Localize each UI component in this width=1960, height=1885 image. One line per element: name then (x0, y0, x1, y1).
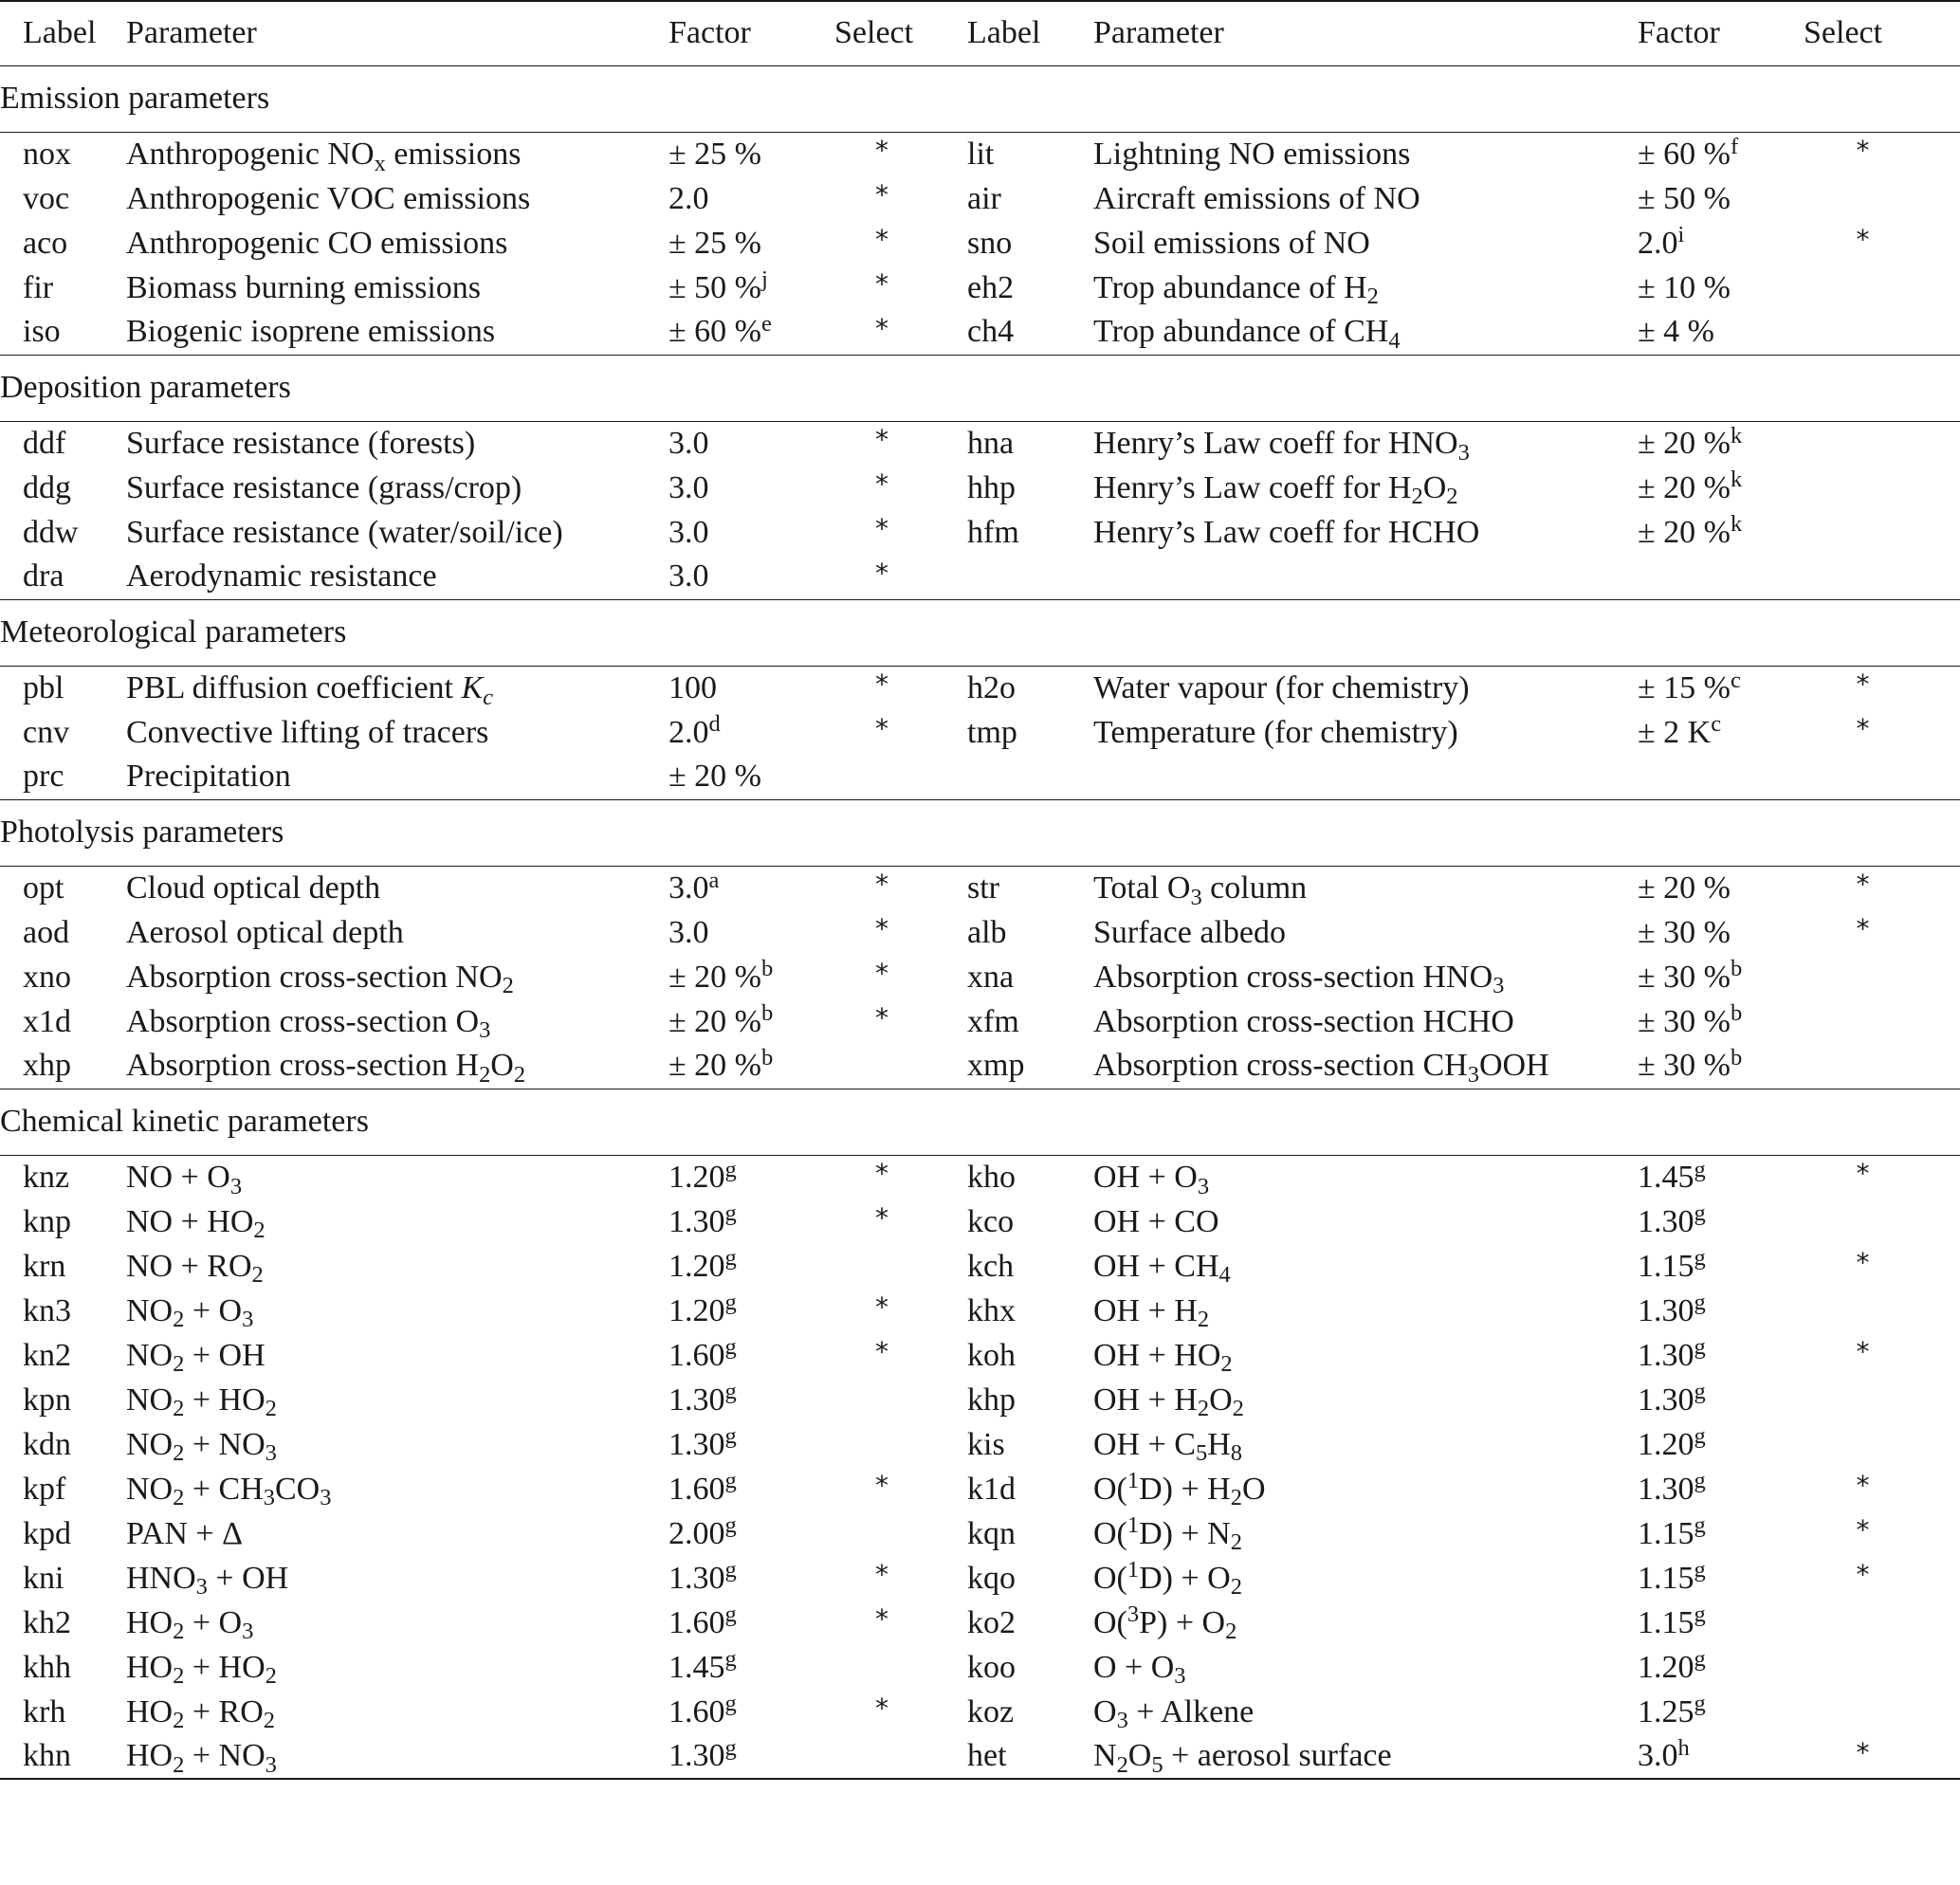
table-row (0, 1467, 1960, 1511)
section-header-row (0, 599, 1960, 666)
param-factor: ± 30 %$^b$ (1638, 1045, 1743, 1084)
header-label: Label (967, 1, 1093, 65)
param-name: Convective lifting of tracers (126, 714, 489, 750)
param-label: aco (23, 225, 68, 261)
param-select (1804, 1645, 1960, 1690)
param-name: Absorption cross-section $O_3$ (126, 1003, 491, 1044)
param-name: $HO_2 + HO_2$ (126, 1649, 277, 1690)
param-name: NO + $O_3$ (126, 1155, 669, 1199)
table-body (0, 65, 1960, 1779)
param-factor (1638, 555, 1804, 599)
param-select: * (875, 224, 888, 255)
param-label: k1d (967, 1471, 1016, 1507)
param-label: xfm (967, 1003, 1019, 1039)
param-factor: 3.0 (669, 421, 834, 466)
param-factor: 1.30$^g$ (669, 1557, 737, 1596)
param-select: * (875, 513, 888, 544)
param-select: * (834, 1155, 967, 1199)
param-factor: 1.30$^g$ (1638, 1200, 1706, 1239)
param-label: kpd (23, 1515, 71, 1551)
param-select: * (1856, 713, 1870, 744)
param-select: * (834, 421, 967, 466)
param-name: $O(^1D) + N_2$ (1093, 1512, 1242, 1556)
param-select (1804, 1601, 1960, 1645)
param-label: knp (23, 1203, 71, 1239)
param-label: koh (967, 1337, 1016, 1373)
section-title: Meteorological parameters (0, 599, 1960, 666)
param-factor: 2.0 (669, 180, 709, 216)
param-name: OH + $O_3$ (1093, 1155, 1638, 1199)
param-factor: ± 20 %$^k$ (1638, 467, 1743, 505)
param-label: voc (23, 180, 70, 216)
param-factor: 1.60$^g$ (669, 1468, 737, 1507)
param-label: khh (23, 1649, 71, 1685)
param-label: krn (23, 1248, 66, 1284)
param-factor: 100 (669, 666, 834, 710)
param-select: * (875, 557, 888, 589)
table-row (0, 421, 1960, 466)
param-select: * (1856, 1247, 1870, 1278)
param-label: khp (967, 1382, 1016, 1418)
table-row (0, 1511, 1960, 1556)
param-name: $O(^1D) + H_2O$ (1093, 1468, 1266, 1511)
table-row (0, 1734, 1960, 1779)
param-select: * (834, 666, 967, 710)
param-factor: 1.30$^g$ (669, 1379, 737, 1418)
table-row (0, 310, 1960, 355)
param-name: NO + $HO_2$ (126, 1203, 266, 1244)
table-row (0, 1601, 1960, 1645)
param-name: OH + $CH_4$ (1093, 1248, 1231, 1289)
param-factor: ± 20 %$^k$ (1638, 511, 1743, 550)
section-title: Chemical kinetic parameters (0, 1089, 1960, 1155)
table-row (0, 910, 1960, 955)
param-factor: ± 30 %$^b$ (1638, 956, 1743, 995)
param-factor: ± 20 % (669, 759, 761, 795)
param-factor: 3.0 (669, 469, 709, 505)
param-name: OH + $C_5H_8$ (1093, 1426, 1242, 1467)
header-factor: Factor (1638, 1, 1804, 65)
param-name: Aircraft emissions of NO (1093, 180, 1420, 216)
header-factor: Factor (669, 1, 834, 65)
header-row (0, 1, 1960, 65)
param-factor: ± 20 %$^b$ (669, 956, 774, 995)
param-name: $O(^3P) + O_2$ (1093, 1601, 1237, 1645)
param-select (1804, 1378, 1960, 1422)
param-label: hna (967, 421, 1093, 466)
param-label: khx (967, 1292, 1016, 1328)
param-select: * (1804, 866, 1960, 910)
param-name: $HNO_3$ + OH (126, 1560, 289, 1601)
param-label (967, 555, 1093, 599)
param-select: * (1856, 1336, 1870, 1367)
param-label: kis (967, 1426, 1005, 1462)
table-row (0, 1333, 1960, 1378)
param-label: koo (967, 1649, 1016, 1685)
table-row (0, 1690, 1960, 1734)
param-label: x1d (23, 1003, 71, 1039)
param-label: het (967, 1734, 1093, 1779)
param-factor: ± 20 %$^b$ (669, 1045, 774, 1084)
param-name: Absorption cross-section $NO_2$ (126, 959, 514, 999)
param-factor: 1.30$^g$ (1638, 1379, 1706, 1418)
param-select: * (1804, 132, 1960, 176)
param-factor: 1.20$^g$ (669, 1155, 834, 1199)
param-select: * (1804, 1155, 1960, 1199)
param-label: lit (967, 132, 1093, 176)
table-row (0, 955, 1960, 999)
param-factor: 1.20$^g$ (1638, 1423, 1706, 1462)
table-row (0, 1378, 1960, 1422)
param-name: Surface resistance (water/soil/ice) (126, 514, 563, 550)
param-select: * (1856, 1470, 1870, 1501)
param-name: $NO_2 + HO_2$ (126, 1382, 277, 1422)
param-factor: ± 10 % (1638, 269, 1731, 305)
param-factor: ± 25 % (669, 132, 834, 176)
param-name: Absorption cross-section $CH_3OOH$ (1093, 1048, 1549, 1089)
param-label: pbl (0, 666, 126, 710)
section-title: Photolysis parameters (0, 799, 1960, 866)
param-label: xno (23, 959, 71, 995)
param-select (1804, 466, 1960, 510)
param-select: * (875, 268, 888, 300)
param-select: * (875, 1559, 888, 1590)
param-name: $HO_2 + O_3$ (126, 1604, 254, 1645)
table-row (0, 1556, 1960, 1601)
param-name: Surface resistance (grass/crop) (126, 469, 522, 505)
param-name: $HO_2 + RO_2$ (126, 1693, 275, 1734)
param-name: NO + $RO_2$ (126, 1248, 264, 1289)
param-label: fir (23, 269, 54, 305)
param-factor: ± 60 %$^f$ (1638, 132, 1804, 176)
param-name: Soil emissions of NO (1093, 225, 1370, 261)
param-name: Aerosol optical depth (126, 914, 404, 950)
param-name: Anthropogenic VOC emissions (126, 180, 531, 216)
table-row (0, 1199, 1960, 1244)
param-select: * (875, 312, 888, 344)
param-label: tmp (967, 714, 1017, 750)
param-select: * (875, 1693, 888, 1724)
param-select (834, 1378, 967, 1422)
param-name: $O + O_3$ (1093, 1649, 1186, 1690)
param-factor: 1.30$^g$ (669, 1734, 834, 1779)
param-factor: 1.30$^g$ (669, 1423, 737, 1462)
param-factor: 1.25$^g$ (1638, 1691, 1706, 1729)
param-name: $O(^1D) + O_2$ (1093, 1557, 1242, 1601)
param-name: OH + $H_2$ (1093, 1292, 1210, 1333)
param-select (1804, 176, 1960, 221)
param-factor: 3.0 (669, 558, 709, 595)
param-factor: 3.0$^h$ (1638, 1734, 1804, 1779)
param-label: knz (0, 1155, 126, 1199)
param-factor: 1.15$^g$ (1638, 1245, 1706, 1284)
param-label: eh2 (967, 269, 1015, 305)
param-select (1804, 755, 1960, 799)
param-select: * (875, 468, 888, 500)
param-select (1804, 510, 1960, 555)
param-label: kdn (23, 1426, 71, 1462)
param-select (834, 1422, 967, 1467)
param-select: * (1804, 1734, 1960, 1779)
table-row (0, 1244, 1960, 1289)
param-name: Henry’s Law coeff for $HNO_3$ (1093, 421, 1638, 466)
param-select (1804, 1289, 1960, 1333)
param-factor: 3.0 (669, 514, 709, 550)
param-factor: 2.00$^g$ (669, 1512, 737, 1551)
param-label: kn2 (23, 1337, 71, 1373)
param-name: Temperature (for chemistry) (1093, 714, 1458, 750)
param-factor: ± 15 %$^c$ (1638, 666, 1804, 710)
param-factor: ± 30 % (1638, 914, 1731, 950)
param-label: sno (967, 225, 1013, 261)
param-name: Absorption cross-section $HNO_3$ (1093, 959, 1505, 999)
param-factor: 1.30$^g$ (1638, 1468, 1706, 1507)
section-title: Deposition parameters (0, 355, 1960, 421)
param-factor: 1.20$^g$ (1638, 1646, 1706, 1685)
param-select (1804, 1422, 1960, 1467)
param-select: * (875, 1291, 888, 1323)
param-select: * (875, 1202, 888, 1234)
param-name: OH + $H_2O_2$ (1093, 1382, 1244, 1422)
param-label: ch4 (967, 314, 1015, 350)
param-label: ddg (23, 469, 71, 505)
param-label: opt (0, 866, 126, 910)
param-name: Anthropogenic $NO_x$ emissions (126, 132, 669, 176)
param-name: Absorption cross-section HCHO (1093, 1003, 1514, 1039)
param-select (834, 1044, 967, 1089)
param-label: khn (0, 1734, 126, 1779)
param-name: Henry’s Law coeff for $H_2O_2$ (1093, 469, 1458, 510)
param-factor: ± 30 %$^b$ (1638, 1000, 1743, 1039)
param-select: * (875, 913, 888, 944)
param-label (967, 755, 1093, 799)
section-header-row (0, 799, 1960, 866)
param-name: Biogenic isoprene emissions (126, 314, 496, 350)
param-select (834, 1511, 967, 1556)
param-factor: ± 50 % (1638, 180, 1731, 216)
param-label: nox (0, 132, 126, 176)
param-factor: ± 2 $K^c$ (1638, 711, 1722, 750)
param-factor: 3.0 (669, 914, 709, 950)
param-label: aod (23, 914, 70, 950)
param-label: krh (23, 1693, 66, 1729)
param-name: Precipitation (126, 759, 291, 795)
param-factor: 1.20$^g$ (669, 1290, 737, 1328)
param-factor: 1.30$^g$ (1638, 1290, 1706, 1328)
param-factor: ± 20 %$^b$ (669, 1000, 774, 1039)
param-name: Absorption cross-section $H_2O_2$ (126, 1048, 526, 1089)
param-name: PBL diffusion coefficient $K_c$ (126, 666, 669, 710)
param-select: * (1856, 1514, 1870, 1546)
param-name: Cloud optical depth (126, 866, 669, 910)
param-select: * (1804, 666, 1960, 710)
param-label: ko2 (967, 1604, 1016, 1640)
param-label: hfm (967, 514, 1019, 550)
param-select: * (834, 866, 967, 910)
param-label: iso (23, 314, 61, 350)
param-label: kpf (23, 1471, 66, 1507)
param-name: Aerodynamic resistance (126, 558, 437, 595)
section-header-row (0, 1089, 1960, 1155)
param-label: xmp (967, 1048, 1025, 1084)
table-row (0, 1645, 1960, 1690)
param-label: h2o (967, 666, 1093, 710)
param-name: $N_2O_5$ + aerosol surface (1093, 1734, 1638, 1779)
param-label: kpn (23, 1382, 71, 1418)
param-name: $NO_2 + O_3$ (126, 1292, 254, 1333)
param-label: ddf (0, 421, 126, 466)
param-name: Trop abundance of $H_2$ (1093, 269, 1379, 310)
param-label: kch (967, 1248, 1015, 1284)
section-header-row (0, 65, 1960, 132)
param-select: * (875, 1603, 888, 1635)
param-select (1804, 421, 1960, 466)
param-factor: 1.30$^g$ (1638, 1334, 1706, 1373)
param-name: $NO_2$ + OH (126, 1337, 266, 1378)
table-row (0, 510, 1960, 555)
param-factor: ± 20 %$^k$ (1638, 421, 1804, 466)
param-label: ddw (23, 514, 79, 550)
param-label: hhp (967, 469, 1016, 505)
table-row (0, 1422, 1960, 1467)
section-header-row (0, 355, 1960, 421)
param-factor: 1.60$^g$ (669, 1601, 737, 1640)
param-select (1804, 999, 1960, 1044)
param-label: alb (967, 914, 1007, 950)
param-factor: ± 4 % (1638, 314, 1714, 350)
param-factor: 1.15$^g$ (1638, 1557, 1706, 1596)
param-select (1804, 265, 1960, 310)
header-select: Select (1804, 1, 1960, 65)
param-label: koz (967, 1693, 1015, 1729)
param-label: kco (967, 1203, 1015, 1239)
param-select (1804, 1690, 1960, 1734)
param-name: $HO_2 + NO_3$ (126, 1734, 669, 1779)
param-select (1804, 1044, 1960, 1089)
param-factor: ± 60 %$^e$ (669, 311, 772, 350)
table-row (0, 221, 1960, 265)
table-row (0, 176, 1960, 221)
param-factor: ± 20 % (1638, 866, 1804, 910)
param-name: Anthropogenic CO emissions (126, 225, 508, 261)
param-factor: ± 25 % (669, 225, 761, 261)
param-factor: 1.45$^g$ (669, 1646, 737, 1685)
param-name: Total $O_3$ column (1093, 866, 1638, 910)
param-label: kn3 (23, 1292, 71, 1328)
table-row (0, 555, 1960, 599)
table-row (0, 132, 1960, 176)
param-factor: 1.60$^g$ (669, 1334, 737, 1373)
param-name: Lightning NO emissions (1093, 132, 1638, 176)
param-select (1804, 310, 1960, 355)
param-name: Henry’s Law coeff for HCHO (1093, 514, 1480, 550)
table-row (0, 999, 1960, 1044)
param-select (1804, 1199, 1960, 1244)
header-select: Select (834, 1, 967, 65)
header-parameter: Parameter (126, 1, 669, 65)
param-select: * (834, 132, 967, 176)
param-name (1093, 755, 1638, 799)
param-name (1093, 555, 1638, 599)
param-name: Surface albedo (1093, 914, 1286, 950)
table-row (0, 866, 1960, 910)
param-factor: 1.15$^g$ (1638, 1512, 1706, 1551)
param-label: air (967, 180, 1001, 216)
param-select: * (875, 958, 888, 989)
table-row (0, 755, 1960, 799)
param-select: * (875, 1336, 888, 1367)
param-factor: 2.0$^d$ (669, 711, 721, 750)
param-factor: 3.0$^a$ (669, 866, 834, 910)
param-select: * (1856, 1559, 1870, 1590)
header-label: Label (0, 1, 126, 65)
param-name: OH + $HO_2$ (1093, 1337, 1233, 1378)
param-name: OH + CO (1093, 1203, 1219, 1239)
param-name: $O_3$ + Alkene (1093, 1693, 1255, 1734)
table-row (0, 710, 1960, 755)
param-name: Water vapour (for chemistry) (1093, 666, 1638, 710)
param-select: * (875, 1470, 888, 1501)
table-row (0, 265, 1960, 310)
param-select: * (875, 1002, 888, 1034)
table-row (0, 1289, 1960, 1333)
param-select (1804, 555, 1960, 599)
param-factor: 1.15$^g$ (1638, 1601, 1706, 1640)
param-label: kqo (967, 1560, 1016, 1596)
param-label: kni (23, 1560, 64, 1596)
param-label: prc (23, 759, 64, 795)
param-select: * (1856, 913, 1870, 944)
param-name: $NO_2 + NO_3$ (126, 1426, 277, 1467)
table-row (0, 466, 1960, 510)
param-name: Surface resistance (forests) (126, 421, 669, 466)
param-label: dra (23, 558, 64, 595)
param-label: xhp (23, 1048, 71, 1084)
table-row (0, 1155, 1960, 1199)
param-name: PAN + Δ (126, 1515, 243, 1551)
param-factor (1638, 755, 1804, 799)
param-name: Trop abundance of $CH_4$ (1093, 314, 1401, 355)
param-factor: 1.60$^g$ (669, 1691, 737, 1729)
param-name: $NO_2 + CH_3CO_3$ (126, 1471, 332, 1511)
param-select (834, 1734, 967, 1779)
param-select (834, 1645, 967, 1690)
param-label: xna (967, 959, 1015, 995)
section-title: Emission parameters (0, 65, 1960, 132)
header-parameter: Parameter (1093, 1, 1638, 65)
table-row (0, 666, 1960, 710)
param-label: cnv (23, 714, 70, 750)
param-select: * (875, 179, 888, 210)
param-factor: ± 50 %$^j$ (669, 266, 768, 305)
param-select (834, 1244, 967, 1289)
param-select (1804, 955, 1960, 999)
param-label: kho (967, 1155, 1093, 1199)
param-select (834, 755, 967, 799)
param-factor: 1.30$^g$ (669, 1200, 737, 1239)
param-select: * (875, 713, 888, 744)
param-factor: 1.45$^g$ (1638, 1155, 1804, 1199)
param-name: Biomass burning emissions (126, 269, 482, 305)
table-row (0, 1044, 1960, 1089)
param-factor: 2.0$^i$ (1638, 222, 1685, 261)
param-label: kh2 (23, 1604, 71, 1640)
param-select: * (1856, 224, 1870, 255)
param-label: kqn (967, 1515, 1016, 1551)
param-factor: 1.20$^g$ (669, 1245, 737, 1284)
param-label: str (967, 866, 1093, 910)
